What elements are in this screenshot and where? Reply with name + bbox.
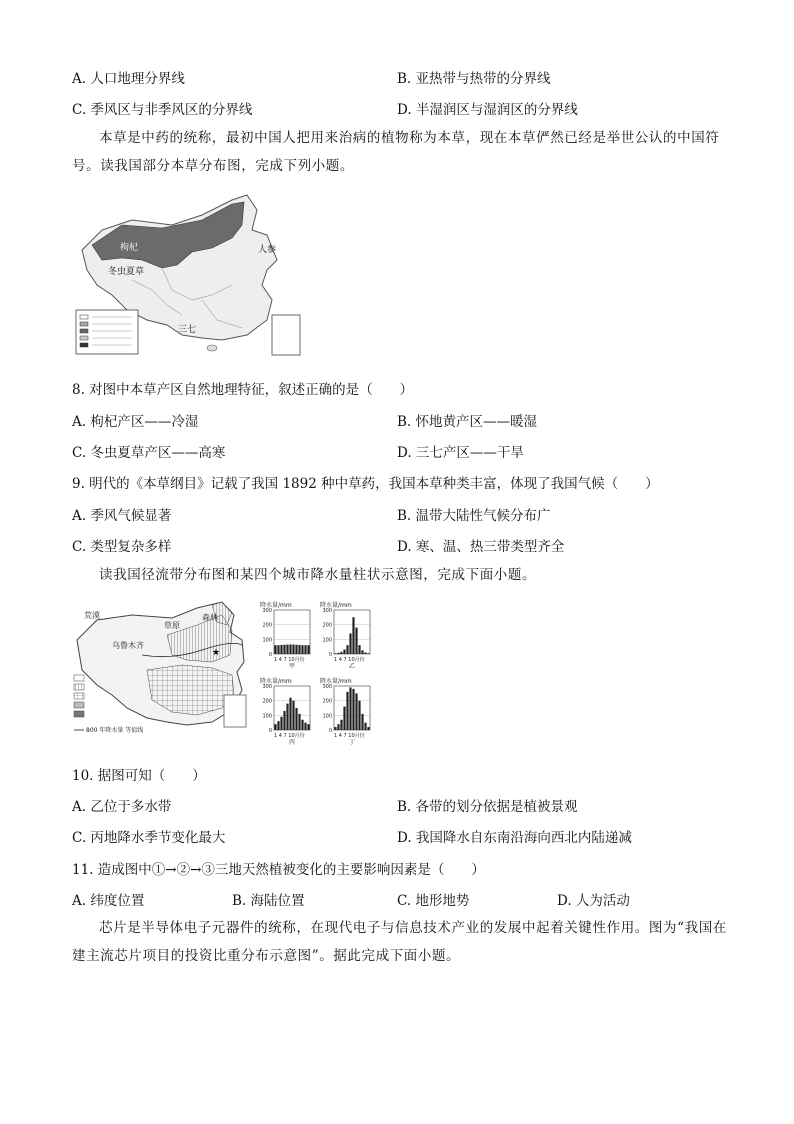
chart-xticks: 1 4 7 10月份	[274, 657, 305, 663]
chart-name: 甲	[288, 663, 296, 670]
q10-option-b: B. 各带的划分依据是植被景观	[397, 799, 578, 815]
chart-bar	[367, 653, 369, 654]
q11-option-d: D. 人为活动	[557, 893, 630, 909]
chart-bar	[295, 645, 297, 654]
chart-bar	[292, 701, 294, 730]
chart-ytick: 300	[322, 608, 332, 614]
chart-ylabel: 降水量/mm	[260, 678, 292, 685]
chart-ytick: 100	[322, 637, 332, 644]
q7-options-row-1	[72, 67, 732, 89]
chart-ytick: 100	[322, 713, 332, 720]
chart-ylabel: 降水量/mm	[320, 678, 352, 685]
chart-bar	[349, 633, 351, 654]
chart-bar	[334, 653, 336, 654]
q7-option-c: C. 季风区与非季风区的分界线	[72, 102, 253, 118]
label-chongcao: 冬虫夏草	[108, 267, 145, 277]
q10-option-d: D. 我国降水自东南沿海向西北内陆递减	[397, 830, 632, 846]
chart-bar	[358, 701, 360, 730]
q8-option-d: D. 三七产区——干旱	[397, 445, 524, 461]
legend-isohyet-label: 800 年降水量 等值线	[86, 727, 144, 734]
chart-bar	[301, 645, 303, 654]
q11-stem: 11. 造成图中①→②→③三地天然植被变化的主要影响因素是（ ）	[72, 862, 485, 878]
chart-bar	[343, 650, 345, 654]
runoff-inset	[224, 695, 246, 727]
chart-bar	[298, 645, 300, 654]
chart-ytick: 0	[268, 728, 272, 734]
q8-option-b: B. 怀地黄产区——暖湿	[397, 414, 538, 430]
chart-ytick: 100	[262, 637, 272, 644]
q10-option-a: A. 乙位于多水带	[72, 799, 172, 815]
chart-bar	[304, 645, 306, 654]
chart-xticks: 1 4 7 10月份	[334, 657, 365, 663]
chart-bar	[307, 645, 309, 654]
chart-ytick: 200	[262, 698, 272, 705]
q7-option-a: A. 人口地理分界线	[72, 71, 185, 87]
chart-bar	[346, 692, 348, 730]
chart-bar	[301, 720, 303, 730]
precip-chart-4	[318, 676, 438, 748]
q10-stem: 10. 据图可知（ ）	[72, 768, 206, 784]
chart-bar	[337, 653, 339, 654]
q9-option-d: D. 寒、温、热三带类型齐全	[397, 539, 565, 555]
chart-bar	[295, 708, 297, 730]
chart-bar	[343, 707, 345, 730]
q9-option-a: A. 季风气候显著	[72, 508, 172, 524]
chart-ytick: 0	[328, 728, 332, 734]
q9-option-c: C. 类型复杂多样	[72, 539, 172, 555]
chart-ytick: 300	[322, 684, 332, 690]
herb-distribution-map	[72, 190, 308, 360]
star-icon: ★	[212, 648, 221, 658]
chart-bar	[277, 721, 279, 730]
q7-option-b: B. 亚热带与热带的分界线	[397, 71, 551, 87]
chart-bar	[283, 645, 285, 654]
chart-bar	[352, 617, 354, 654]
chart-bar	[289, 644, 291, 654]
chart-ytick: 0	[268, 652, 272, 658]
chart-bar	[361, 714, 363, 730]
chart-ylabel: 降水量/mm	[320, 602, 352, 609]
label-huangmo: 荒漠	[84, 611, 100, 620]
chart-bar	[289, 698, 291, 730]
chart-bar	[355, 693, 357, 730]
chart-bar	[280, 717, 282, 730]
chart-ytick: 200	[262, 622, 272, 629]
chart-bar	[286, 704, 288, 730]
q8-options-row-2	[72, 441, 732, 463]
chart-bar	[337, 724, 339, 730]
q7-option-d: D. 半湿润区与湿润区的分界线	[397, 102, 578, 118]
q9-options-row-2	[72, 535, 732, 557]
chart-bar	[304, 723, 306, 730]
q11-option-c: C. 地形地势	[397, 893, 470, 909]
south-sea-inset	[272, 315, 300, 355]
chart-bar	[292, 645, 294, 654]
chart-bar	[307, 724, 309, 730]
label-sanqi: 三七	[178, 325, 197, 335]
runoff-belt-map	[72, 600, 252, 745]
intro-runoff: 读我国径流带分布图和某四个城市降水量柱状示意图，完成下面小题。	[99, 567, 537, 583]
chart-bar	[340, 652, 342, 654]
intro-herb: 本草是中药的统称，最初中国人把用来治病的植物称为本草，现在本草俨然已经是举世公认的中国符号。读我国部分本草分布图，完成下列小题。	[72, 130, 720, 174]
chart-frame	[334, 610, 370, 654]
chart-bar	[277, 645, 279, 654]
q11-option-a: A. 纬度位置	[72, 893, 145, 909]
q10-option-c: C. 丙地降水季节变化最大	[72, 830, 226, 846]
chart-name: 丙	[288, 739, 296, 746]
chart-ytick: 200	[322, 622, 332, 629]
q9-stem: 9. 明代的《本草纲目》记载了我国 1892 种中草药，我国本草种类丰富，体现了我国气候（ ）	[72, 476, 659, 492]
q8-option-a: A. 枸杞产区——冷湿	[72, 414, 199, 430]
chart-bar	[298, 714, 300, 730]
label-senlin: 森林	[202, 613, 218, 622]
chart-bar	[334, 727, 336, 730]
intro-chip: 芯片是半导体电子元器件的统称，在现代电子与信息技术产业的发展中起着关键性作用。图为“我国在建主流芯片项目的投资比重分布示意图”。据此完成下面小题。	[72, 920, 727, 964]
chart-name: 丁	[348, 739, 356, 746]
q8-option-c: C. 冬虫夏草产区——高寒	[72, 445, 226, 461]
chart-bar	[355, 628, 357, 654]
chart-bar	[364, 653, 366, 654]
chart-ytick: 100	[262, 713, 272, 720]
chart-ytick: 200	[322, 698, 332, 705]
q11-option-b: B. 海陆位置	[232, 893, 305, 909]
q9-options-row-1	[72, 504, 732, 526]
chart-bar	[364, 723, 366, 730]
chart-bar	[346, 645, 348, 654]
q8-stem: 8. 对图中本草产区自然地理特征，叙述正确的是（ ）	[72, 382, 414, 398]
label-renshen: 人参	[258, 245, 277, 255]
q11-options-row	[72, 889, 732, 911]
chart-bar	[280, 645, 282, 654]
chart-bar	[361, 650, 363, 654]
chart-ytick: 300	[262, 608, 272, 614]
chart-bar	[349, 687, 351, 730]
label-gouqi: 枸杞	[120, 243, 139, 253]
q8-options-row-1	[72, 410, 732, 432]
chart-bar	[274, 724, 276, 730]
chart-bar	[286, 645, 288, 654]
q10-options-row-2	[72, 826, 732, 848]
chart-bar	[274, 645, 276, 654]
q10-options-row-1	[72, 795, 732, 817]
label-wulumuqi: 乌鲁木齐	[112, 641, 144, 650]
chart-ytick: 300	[262, 684, 272, 690]
chart-xticks: 1 4 7 10月份	[274, 733, 305, 739]
chart-bar	[352, 689, 354, 730]
precip-chart-2	[318, 600, 438, 672]
label-caoyuan: 草原	[164, 621, 180, 630]
chart-ylabel: 降水量/mm	[260, 602, 292, 609]
chart-name: 乙	[348, 663, 356, 670]
chart-ytick: 0	[328, 652, 332, 658]
chart-bar	[283, 711, 285, 730]
chart-bar	[340, 720, 342, 730]
q7-options-row-2	[72, 98, 732, 120]
chart-bar	[367, 727, 369, 730]
chart-bar	[358, 645, 360, 654]
chart-xticks: 1 4 7 10月份	[334, 733, 365, 739]
q9-option-b: B. 温带大陆性气候分布广	[397, 508, 551, 524]
